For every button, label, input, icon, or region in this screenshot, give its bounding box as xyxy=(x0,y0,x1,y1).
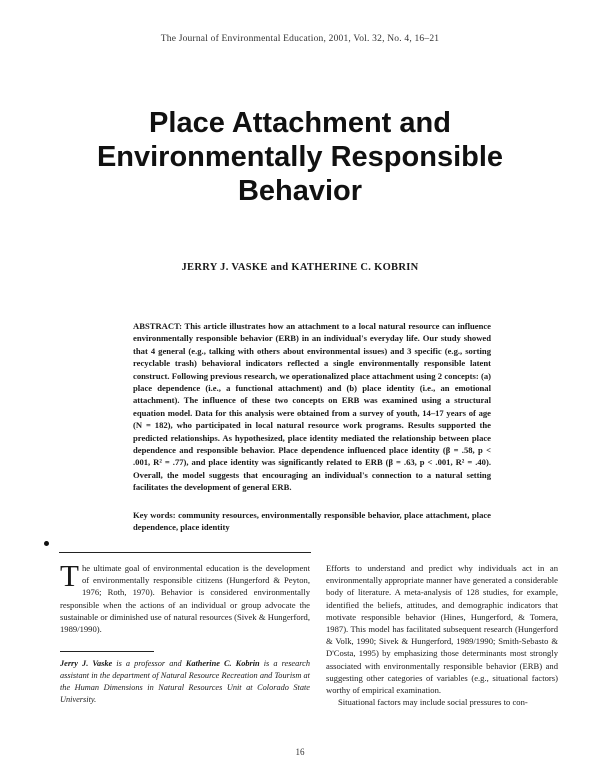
footnote-text-2: is a research assistant in the department of Natural Resource Recreation and Tourism at the Human Dimensions in Natural Resources Unit at Colorado State University. xyxy=(60,659,310,704)
right-paragraph-2: Situational factors may include social pressures to con- xyxy=(338,697,528,708)
body-column-right xyxy=(326,562,558,708)
section-rule xyxy=(59,552,311,553)
right-paragraph-1: Efforts to understand and predict why individuals act in an environmentally appropriate manner have generated a considerable body of literature. A meta-analysis of 128 studies, for example, identified the beliefs, attitudes, and demographic indicators that motivate responsible behavior (Hines, Hungerford, & Tomera, 1987). This model has facilitated subsequent research (Hungerford & Volk, 1990; Sivek & Hungerford, 1989/1990; Smith-Sebasto & D'Costa, 1995) by emphasizing those determinants most strongly associated with environmentally responsible behavior (ERB) and suggesting other categories of variables (e.g., situational factors) worthy of empirical examination. xyxy=(326,563,558,696)
keywords-label: Key words: xyxy=(133,510,176,520)
footnote-author-1: Jerry J. Vaske xyxy=(60,659,113,668)
footnote-author-2: Katherine C. Kobrin xyxy=(185,659,260,668)
running-head: The Journal of Environmental Education, 2001, Vol. 32, No. 4, 16–21 xyxy=(160,34,440,44)
author-names: JERRY J. VASKE and KATHERINE C. KOBRIN xyxy=(181,262,419,273)
author-footnote xyxy=(60,658,310,706)
bullet-dot xyxy=(44,541,49,546)
keywords-text: community resources, environmentally responsible behavior, place attachment, place dependence, place identity xyxy=(133,510,491,533)
article-title: Place Attachment and Environmentally Responsible Behavior xyxy=(96,107,504,207)
abstract xyxy=(133,320,491,494)
body-column-left xyxy=(60,558,310,635)
footnote-text-1: is a professor and xyxy=(112,659,186,668)
footnote-rule xyxy=(60,651,154,652)
page-number: 16 xyxy=(295,747,305,757)
abstract-label: ABSTRACT: xyxy=(133,321,183,331)
abstract-text: This article illustrates how an attachment to a local natural resource can influence environmentally responsible behavior (ERB) in an individual's everyday life. Our study showed that 4 general (e.g., talking with others about environmental issues) and 3 specific (e.g., sorting recyclable trash) behavioral indicators reflected a single environmentally responsible latent construct. Following previous research, we operationalized place attachment using 2 concepts: (a) place dependence (i.e., a functional attachment) and (b) place identity (i.e., an emotional attachment). The influence of these two concepts on ERB was examined using a structural equation model. Data for this analysis were obtained from a survey of youth, 14–17 years of age (N = 182), who participated in local natural resource work programs. Results supported the predicted relationships. As hypothesized, place identity mediated the relationship between place dependence and responsible behavior. Place dependence influenced place identity (β = .58, p < .001, R² = .77), and place identity was significantly related to ERB (β = .63, p < .001, R² = .40). Overall, the model suggests that encouraging an individual's connection to a natural setting facilitates the development of general ERB. xyxy=(133,321,491,493)
drop-cap: T xyxy=(60,558,79,593)
intro-paragraph: he ultimate goal of environmental education is the development of environmentally responsible citizens (Hungerford & Peyton, 1976; Roth, 1970). Behavior is considered environmentally responsible when the actions of an individual or group advocate the sustainable or diminished use of natural resources (Sivek & Hungerford, 1989/1990). xyxy=(60,563,310,635)
keywords xyxy=(133,509,491,534)
